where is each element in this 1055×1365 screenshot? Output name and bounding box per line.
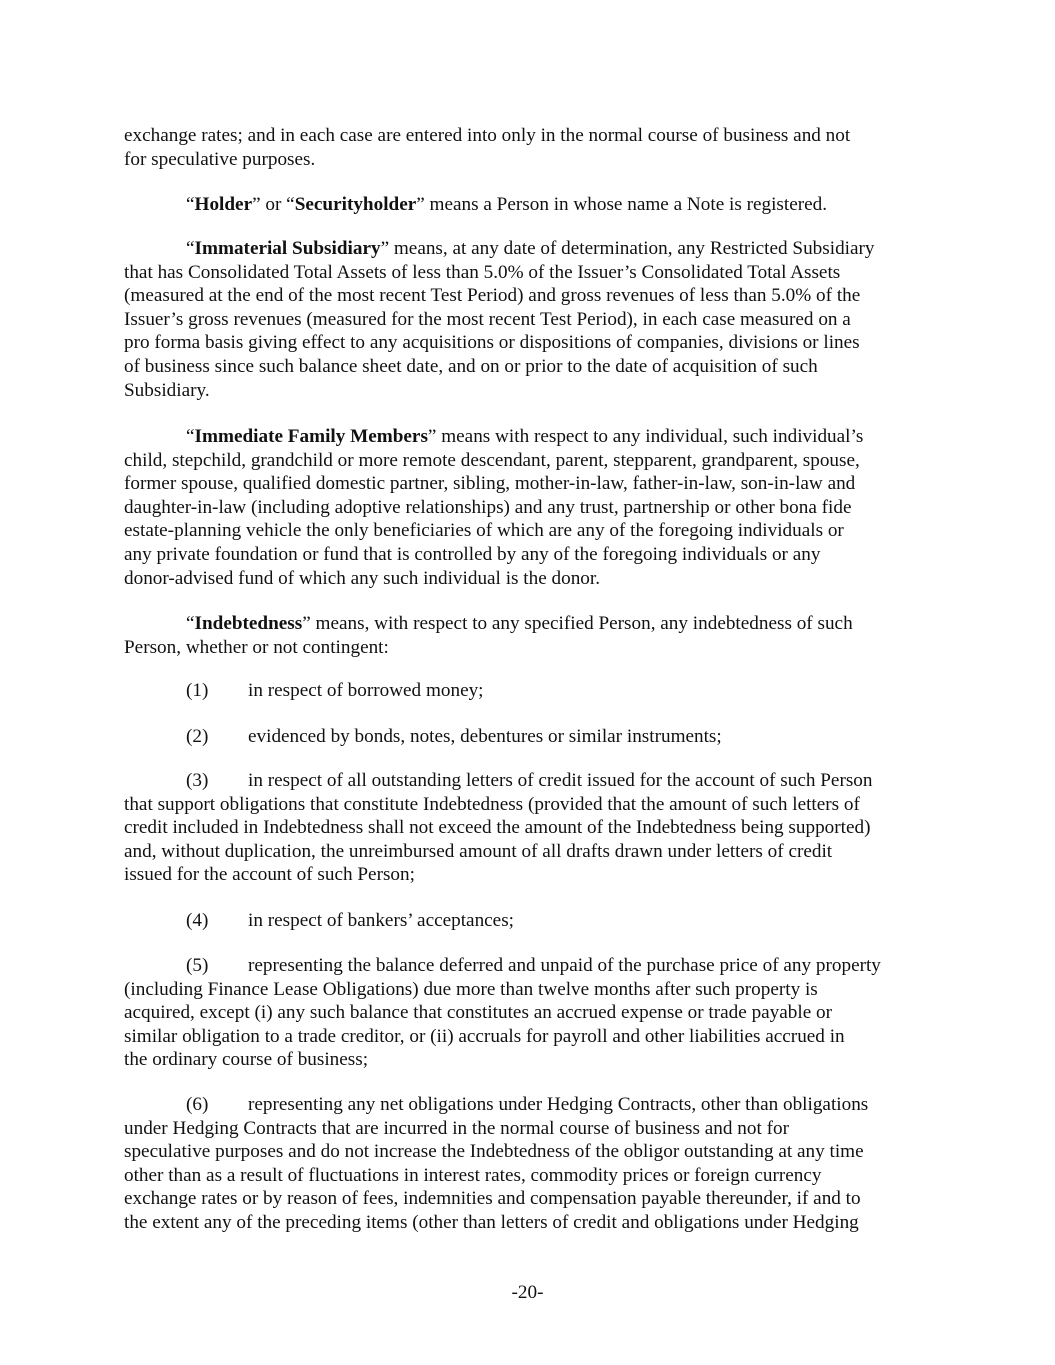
- paragraph-line: [124, 425, 934, 449]
- paragraph-line: [124, 1093, 934, 1117]
- open-quote: “: [186, 238, 195, 259]
- paragraph-line: child, stepchild, grandchild or more remote descendant, parent, stepparent, grandparent, spouse,: [124, 449, 860, 471]
- item-text: evidenced by bonds, notes, debentures or similar instruments;: [248, 726, 722, 747]
- definition-text: ” means, at any date of determination, any Restricted Subsidiary: [380, 238, 875, 259]
- defined-term-securityholder: Securityholder: [294, 194, 417, 215]
- paragraph-line: exchange rates; and in each case are entered into only in the normal course of business and not: [124, 125, 851, 146]
- paragraph-line: (measured at the end of the most recent Test Period) and gross revenues of less than 5.0% of the: [124, 285, 861, 307]
- open-quote: “: [186, 613, 195, 634]
- item-text: in respect of borrowed money;: [248, 680, 484, 701]
- paragraph-line: daughter-in-law (including adoptive relationships) and any trust, partnership or other bona fide: [124, 496, 852, 518]
- paragraph-line: donor-advised fund of which any such individual is the donor.: [124, 567, 601, 589]
- paragraph-line: under Hedging Contracts that are incurred in the normal course of business and not for: [124, 1117, 789, 1139]
- paragraph-line: acquired, except (i) any such balance that constitutes an accrued expense or trade payable or: [124, 1002, 833, 1024]
- paragraph-line: former spouse, qualified domestic partner, sibling, mother-in-law, father-in-law, son-in-law and: [124, 473, 856, 495]
- paragraph-line: [124, 725, 934, 749]
- paragraph-line: pro forma basis giving effect to any acquisitions or dispositions of companies, divisions or lines: [124, 332, 860, 354]
- defined-term: Immaterial Subsidiary: [194, 238, 381, 259]
- item-text: in respect of bankers’ acceptances;: [248, 910, 514, 931]
- definition-immaterial-subsidiary: [124, 237, 934, 402]
- paragraph-line: that support obligations that constitute Indebtedness (provided that the amount of such letters of: [124, 793, 860, 815]
- definition-holder: [124, 193, 934, 217]
- paragraph-line: [124, 237, 934, 261]
- list-item-2: [124, 725, 934, 749]
- paragraph-line: [124, 612, 934, 636]
- paragraph-line: exchange rates or by reason of fees, indemnities and compensation payable thereunder, if and to: [124, 1188, 861, 1210]
- list-item-3: [124, 769, 934, 887]
- list-item-1: [124, 679, 934, 703]
- defined-term: Indebtedness: [194, 613, 303, 634]
- paragraph-line: other than as a result of fluctuations in interest rates, commodity prices or foreign currency: [124, 1164, 822, 1186]
- paragraph-line: credit included in Indebtedness shall not exceed the amount of the Indebtedness being supported): [124, 817, 871, 839]
- definition-text: ” means with respect to any individual, such individual’s: [427, 426, 864, 447]
- paragraph-line: [124, 769, 934, 793]
- list-item-4: [124, 909, 934, 933]
- page-number: -20-: [511, 1282, 544, 1303]
- paragraph-line: speculative purposes and do not increase the Indebtedness of the obligor outstanding at any time: [124, 1141, 864, 1163]
- paragraph-line: any private foundation or fund that is controlled by any of the foregoing individuals or any: [124, 543, 821, 565]
- paragraph-line: [124, 954, 934, 978]
- paragraph-line: the ordinary course of business;: [124, 1049, 369, 1071]
- defined-term-holder: Holder: [194, 194, 253, 215]
- paragraph-line: [124, 909, 934, 933]
- defined-term: Immediate Family Members: [194, 426, 428, 447]
- definition-text: ” means a Person in whose name a Note is registered.: [416, 194, 828, 215]
- open-quote: “: [186, 426, 195, 447]
- item-text: representing the balance deferred and unpaid of the purchase price of any property: [248, 955, 881, 976]
- definition-text: ” means, with respect to any specified Person, any indebtedness of such: [302, 613, 853, 634]
- paragraph-line: [124, 193, 934, 217]
- paragraph-line: the extent any of the preceding items (other than letters of credit and obligations under Hedging: [124, 1211, 859, 1233]
- paragraph-line: similar obligation to a trade creditor, or (ii) accruals for payroll and other liabilities accrued in: [124, 1025, 845, 1047]
- intro-paragraph: [124, 124, 934, 171]
- item-number: (2): [186, 726, 209, 747]
- list-item-5: [124, 954, 934, 1072]
- paragraph-line: [124, 679, 934, 703]
- open-quote: “: [186, 194, 195, 215]
- paragraph-line: and, without duplication, the unreimbursed amount of all drafts drawn under letters of credit: [124, 840, 833, 862]
- paragraph-line: Issuer’s gross revenues (measured for the most recent Test Period), in each case measured on a: [124, 308, 851, 330]
- item-number: (5): [186, 955, 209, 976]
- connector-text: ” or “: [252, 194, 295, 215]
- item-number: (3): [186, 770, 209, 791]
- paragraph-line: Subsidiary.: [124, 379, 210, 401]
- definition-indebtedness: [124, 612, 934, 659]
- list-item-6: [124, 1093, 934, 1235]
- item-text: representing any net obligations under Hedging Contracts, other than obligations: [248, 1094, 869, 1115]
- paragraph-line: estate-planning vehicle the only beneficiaries of which are any of the foregoing individuals or: [124, 520, 844, 542]
- paragraph-line: (including Finance Lease Obligations) due more than twelve months after such property is: [124, 978, 818, 1000]
- item-text: in respect of all outstanding letters of credit issued for the account of such Person: [248, 770, 873, 791]
- paragraph-line: Person, whether or not contingent:: [124, 636, 389, 658]
- paragraph-line: that has Consolidated Total Assets of less than 5.0% of the Issuer’s Consolidated Total Assets: [124, 261, 841, 283]
- item-number: (4): [186, 910, 209, 931]
- paragraph-line: for speculative purposes.: [124, 148, 316, 170]
- item-number: (6): [186, 1094, 209, 1115]
- item-number: (1): [186, 680, 209, 701]
- paragraph-line: of business since such balance sheet date, and on or prior to the date of acquisition of such: [124, 355, 818, 377]
- definition-immediate-family-members: [124, 425, 934, 590]
- paragraph-line: issued for the account of such Person;: [124, 864, 415, 886]
